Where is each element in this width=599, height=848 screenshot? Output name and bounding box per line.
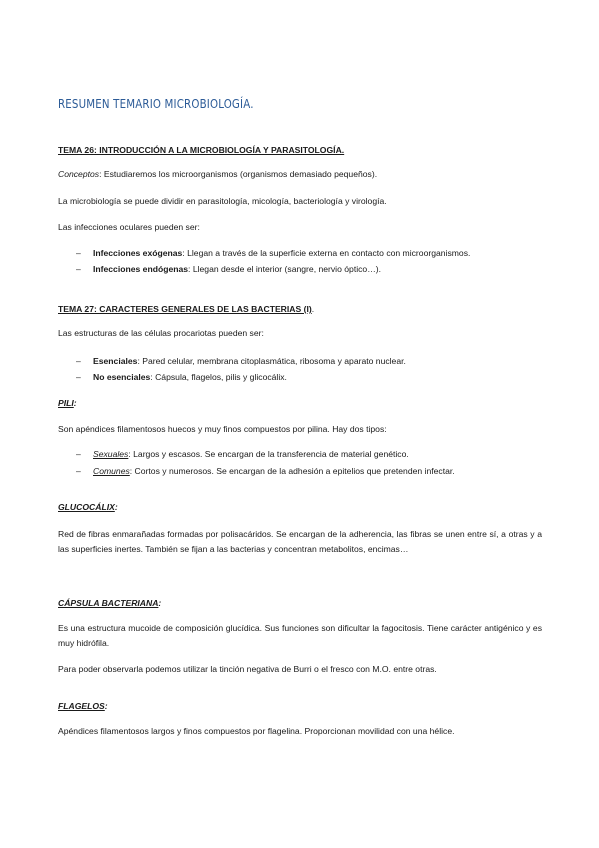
tema26-paragraph-2: Las infecciones oculares pueden ser:: [58, 222, 200, 232]
bullet-dash: –: [76, 372, 81, 382]
capsula-label: CÁPSULA BACTERIANA: [58, 598, 159, 608]
glucocalix-heading: [58, 502, 118, 513]
tema26-heading: [58, 145, 344, 156]
flagelos-label: FLAGELOS: [58, 701, 105, 711]
conceptos-text: : Estudiaremos los microorganismos (organismos demasiado pequeños).: [99, 169, 378, 179]
conceptos-line: [58, 169, 377, 180]
list-item-text: : Llegan a través de la superficie externa en contacto con microorganismos.: [182, 248, 471, 258]
tema26-heading-rest: : INTRODUCCIÓN A LA MICROBIOLOGÍA Y PARASITOLOGÍA.: [93, 145, 345, 155]
list-item-label: Infecciones exógenas: [93, 248, 183, 258]
capsula-tail: :: [158, 598, 162, 608]
glucocalix-tail: :: [114, 502, 118, 512]
list-item-text: : Cápsula, flagelos, pilis y glicocálix.: [150, 372, 287, 382]
list-item-label: No esenciales: [93, 372, 151, 382]
bullet-dash: –: [76, 264, 81, 274]
flagelos-paragraph-1: Apéndices filamentosos largos y finos compuestos por flagelina. Proporcionan movilidad con una hélice.: [58, 726, 455, 736]
document-title: RESUMEN TEMARIO MICROBIOLOGÍA.: [58, 96, 254, 111]
list-item-text: : Cortos y numerosos. Se encargan de la adhesión a epitelios que pretenden infectar.: [129, 466, 455, 476]
tema27-heading-rest: : CARACTERES GENERALES DE LAS BACTERIAS (I): [93, 304, 312, 314]
bullet-dash: –: [76, 356, 81, 366]
bullet-dash: –: [76, 466, 81, 476]
glucocalix-label: GLUCOCÁLIX: [58, 502, 115, 512]
flagelos-heading: [58, 701, 108, 712]
tema26-paragraph-1: La microbiología se puede dividir en parasitología, micología, bacteriología y virología.: [58, 196, 387, 206]
list-item-text: : Largos y escasos. Se encargan de la transferencia de material genético.: [128, 449, 409, 459]
tema27-heading-tail: .: [311, 304, 315, 314]
tema26-heading-prefix: TEMA 26: [58, 145, 94, 155]
capsula-heading: [58, 598, 161, 609]
pili-tail: :: [73, 398, 77, 408]
glucocalix-paragraph-1: Red de fibras enmarañadas formadas por polisacáridos. Se encargan de la adherencia, las fibras se unen entre sí, a otras y a las superficies inertes. También se fijan a las bacterias y concentran metabolitos, encimas…: [58, 529, 542, 554]
list-item-text: : Pared celular, membrana citoplasmática, ribosoma y aparato nuclear.: [137, 356, 406, 366]
capsula-paragraph-1: Es una estructura mucoide de composición glucídica. Sus funciones son dificultar la fagocitosis. Tiene carácter antigénico y es muy hidrófila.: [58, 623, 542, 648]
list-item-text: : Llegan desde el interior (sangre, nervio óptico…).: [188, 264, 382, 274]
tema27-heading: [58, 304, 314, 315]
pili-paragraph-1: Son apéndices filamentosos huecos y muy finos compuestos por pilina. Hay dos tipos:: [58, 424, 387, 434]
list-item-label: Sexuales: [93, 449, 129, 459]
tema27-heading-prefix: TEMA 27: [58, 304, 94, 314]
list-item-label: Esenciales: [93, 356, 138, 366]
capsula-paragraph-2: Para poder observarla podemos utilizar la tinción negativa de Burri o el fresco con M.O. entre otras.: [58, 664, 437, 674]
pili-label: PILI: [58, 398, 74, 408]
list-item-label: Infecciones endógenas: [93, 264, 189, 274]
list-item-label: Comunes: [93, 466, 130, 476]
conceptos-label: Conceptos: [58, 169, 100, 179]
bullet-dash: –: [76, 248, 81, 258]
pili-heading: [58, 398, 77, 409]
bullet-dash: –: [76, 449, 81, 459]
tema27-paragraph-1: Las estructuras de las células procariotas pueden ser:: [58, 328, 264, 338]
flagelos-tail: :: [104, 701, 108, 711]
